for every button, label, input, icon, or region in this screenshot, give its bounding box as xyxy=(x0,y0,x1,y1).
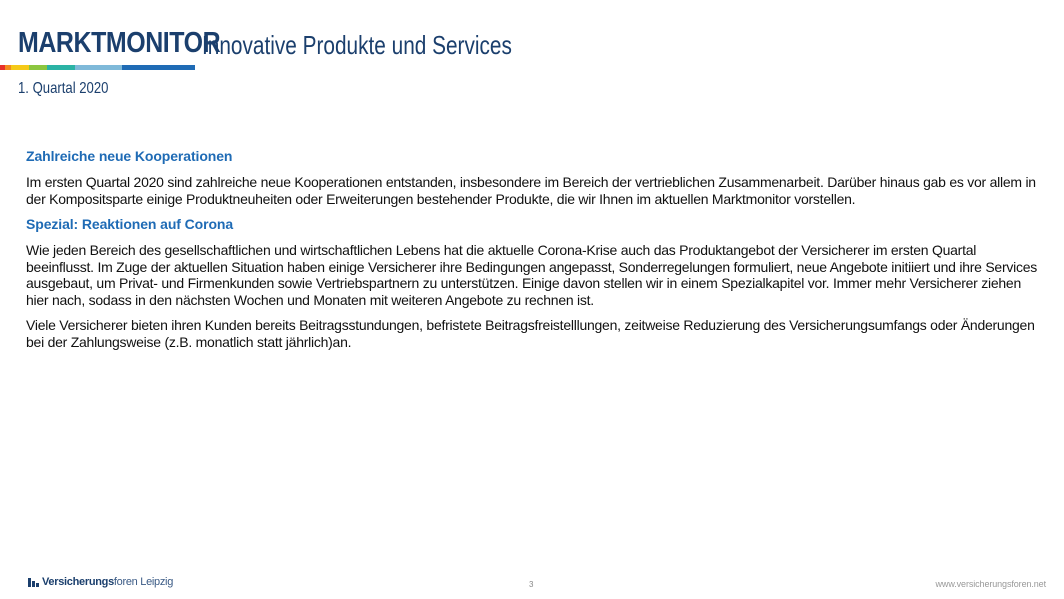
section-heading-corona: Spezial: Reaktionen auf Corona xyxy=(26,216,234,232)
accent-segment-blue xyxy=(122,65,195,70)
paragraph-corona-1: Wie jeden Bereich des gesellschaftlichen und wirtschaftlichen Lebens hat die aktuelle Corona-Krise auch das Produktangebot der Versicherer im ersten Quartal beeinflusst. Im Zuge der aktuellen Situation haben einige Versicherer ihre Bedingungen angepasst, Sonderregelungen formuliert, neue Angebote initiiert und ihre Services ausgebaut, um Privat- und Firmenkunden sowie Vertriebspartnern zu unterstützen. Einige davon stellen wir in einem Spezialkapitel vor. Immer mehr Versicherer ziehen hier nach, sodass in den nächsten Wochen und Monaten mit weiteren Angebote zu rechnen ist. xyxy=(26,242,1038,308)
accent-color-bar xyxy=(0,65,195,70)
accent-segment-yellow xyxy=(11,65,29,70)
section-heading-kooperationen: Zahlreiche neue Kooperationen xyxy=(26,148,233,164)
accent-segment-green xyxy=(29,65,47,70)
main-content xyxy=(26,148,1042,359)
accent-segment-lightblue xyxy=(75,65,122,70)
page-number: 3 xyxy=(529,580,534,589)
page-subtitle: Innovative Produkte und Services xyxy=(202,30,512,60)
logo-text-light: foren Leipzig xyxy=(113,576,174,588)
logo-text-bold: Versicherungs xyxy=(42,576,114,588)
paragraph-kooperationen: Im ersten Quartal 2020 sind zahlreiche neue Kooperationen entstanden, insbesondere im Bereich der vertrieblichen Zusammenarbeit. Darüber hinaus gab es vor allem in der Kompositsparte einige Produktneuheiten oder Erweiterungen bestehender Produkte, die wir Ihnen im aktuellen Marktmonitor vorstellen. xyxy=(26,174,1036,207)
page-header xyxy=(18,27,512,60)
versicherungsforen-logo xyxy=(28,576,173,588)
paragraph-corona-2: Viele Versicherer bieten ihren Kunden bereits Beitragsstundungen, befristete Beitragsfreistelllungen, zeitweise Reduzierung des Versicherungsumfangs oder Änderungen bei der Zahlungsweise (z.B. monatlich statt jährlich)an. xyxy=(26,317,1035,350)
period-label: 1. Quartal 2020 xyxy=(18,80,109,97)
brand-title: MARKTMONITOR xyxy=(18,27,221,59)
logo-bars-icon xyxy=(28,578,39,587)
accent-segment-teal xyxy=(47,65,75,70)
footer-url: www.versicherungsforen.net xyxy=(935,579,1046,589)
